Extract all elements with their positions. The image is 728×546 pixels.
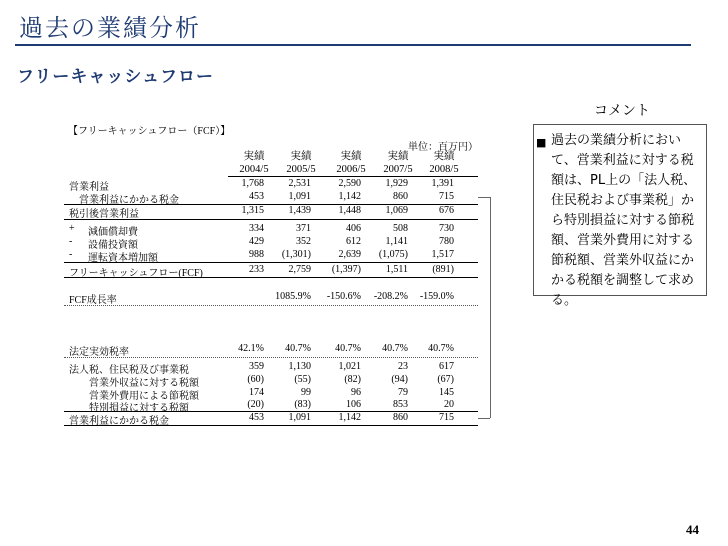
sign-minus: - — [69, 236, 73, 247]
cell: 780 — [439, 236, 454, 247]
table-label: 【フリーキャッシュフロー（FCF）】 — [68, 126, 231, 137]
cell: 860 — [393, 191, 408, 202]
page-subtitle: フリーキャッシュフロー — [17, 67, 214, 87]
cell: 453 — [249, 191, 264, 202]
row-label: 営業利益 — [69, 182, 109, 193]
cell: 1085.9% — [275, 291, 311, 302]
row-label: 法人税、住民税及び事業税 — [69, 365, 189, 376]
cell: (94) — [391, 374, 408, 385]
cell: 40.7% — [285, 343, 311, 354]
cell: -159.0% — [419, 291, 454, 302]
table-row-fcf-growth — [0, 291, 480, 304]
cell: 1,768 — [241, 178, 264, 189]
row-label: 設備投資額 — [88, 240, 138, 251]
table-row-nopat — [0, 205, 480, 218]
cell: 853 — [393, 399, 408, 410]
connector-line — [478, 418, 490, 419]
page-number: 44 — [686, 522, 699, 537]
row-label: 営業利益にかかる税金 — [69, 416, 169, 427]
connector-line — [490, 197, 491, 418]
table-row-fcf — [0, 264, 480, 277]
sign-plus: + — [69, 223, 75, 234]
table-row-corporate-tax — [0, 361, 480, 374]
row-label: 税引後営業利益 — [69, 209, 139, 220]
cell: (1,301) — [281, 249, 311, 260]
cell: (20) — [247, 399, 264, 410]
row-divider — [64, 425, 478, 426]
cell: 1,091 — [288, 191, 311, 202]
comment-text: 過去の業績分析において、営業利益に対する税額は、PL上の「法人税、住民税および事業税」から特別損益に対する節税額、営業外費用に対する節税額、営業外収益にかかる税額を調整して求める。 — [551, 133, 697, 308]
cell: 99 — [301, 387, 311, 398]
cell: 40.7% — [335, 343, 361, 354]
cell: 988 — [249, 249, 264, 260]
table-row-capex — [0, 236, 480, 249]
title-divider — [15, 44, 691, 46]
cell: 1,448 — [338, 205, 361, 216]
row-divider — [64, 219, 478, 220]
cell: (67) — [437, 374, 454, 385]
cell: 715 — [439, 412, 454, 423]
cell: 612 — [346, 236, 361, 247]
cell: 1,069 — [385, 205, 408, 216]
table-row-nonop-income-tax — [0, 374, 480, 387]
cell: 1,142 — [338, 191, 361, 202]
cell: (82) — [344, 374, 361, 385]
cell: 352 — [296, 236, 311, 247]
table-row-operating-tax — [0, 191, 480, 204]
cell: 453 — [249, 412, 264, 423]
column-header: 実績 2005/5 — [286, 151, 316, 175]
cell: 2,759 — [288, 264, 311, 275]
row-label: 営業利益にかかる税金 — [79, 195, 179, 206]
cell: 1,141 — [385, 236, 408, 247]
row-divider — [64, 277, 478, 278]
cell: (55) — [294, 374, 311, 385]
page-title: 過去の業績分析 — [19, 14, 201, 42]
cell: 1,391 — [431, 178, 454, 189]
cell: 334 — [249, 223, 264, 234]
cell: 1,315 — [241, 205, 264, 216]
cell: 145 — [439, 387, 454, 398]
table-row-depreciation — [0, 223, 480, 236]
cell: 40.7% — [428, 343, 454, 354]
sign-minus: - — [69, 249, 73, 260]
table-unit: 単位：百万円） — [408, 142, 478, 153]
cell: (1,397) — [331, 264, 361, 275]
table-row-working-capital — [0, 249, 480, 262]
cell: 1,021 — [338, 361, 361, 372]
row-label: 運転資本増加額 — [88, 253, 158, 264]
bullet-icon: ■ — [536, 136, 547, 149]
column-header: 実績 2006/5 — [336, 151, 366, 175]
cell: 1,517 — [431, 249, 454, 260]
column-header: 実績 2004/5 — [239, 151, 269, 175]
column-header: 実績 2008/5 — [429, 151, 459, 175]
row-label: 営業外費用による節税額 — [89, 391, 199, 402]
row-label: 法定実効税率 — [69, 347, 129, 358]
table-row-effective-tax-rate — [0, 343, 480, 356]
cell: (1,075) — [378, 249, 408, 260]
cell: 40.7% — [382, 343, 408, 354]
cell: -150.6% — [326, 291, 361, 302]
cell: 429 — [249, 236, 264, 247]
cell: (83) — [294, 399, 311, 410]
table-row-operating-income — [0, 178, 480, 191]
row-label: 特別損益に対する税額 — [89, 403, 189, 414]
cell: 1,929 — [385, 178, 408, 189]
cell: 42.1% — [238, 343, 264, 354]
table-row-operating-tax-total — [0, 412, 480, 425]
cell: 1,091 — [288, 412, 311, 423]
cell: 1,130 — [288, 361, 311, 372]
row-divider — [64, 357, 478, 358]
connector-line — [478, 197, 490, 198]
cell: 2,531 — [288, 178, 311, 189]
cell: 2,639 — [338, 249, 361, 260]
cell: 508 — [393, 223, 408, 234]
header-rule — [228, 176, 478, 177]
cell: 406 — [346, 223, 361, 234]
cell: 106 — [346, 399, 361, 410]
cell: 23 — [398, 361, 408, 372]
row-divider — [64, 262, 478, 263]
column-header: 実績 2007/5 — [383, 151, 413, 175]
cell: 1,439 — [288, 205, 311, 216]
cell: (60) — [247, 374, 264, 385]
row-label: 営業外収益に対する税額 — [89, 378, 199, 389]
cell: 1,511 — [385, 264, 408, 275]
comment-title: コメント — [594, 103, 650, 119]
cell: (891) — [432, 264, 454, 275]
row-label: フリーキャッシュフロー(FCF) — [69, 268, 203, 279]
cell: 730 — [439, 223, 454, 234]
cell: 676 — [439, 205, 454, 216]
cell: 233 — [249, 264, 264, 275]
cell: 96 — [351, 387, 361, 398]
row-divider — [64, 305, 478, 306]
cell: 2,590 — [338, 178, 361, 189]
cell: 174 — [249, 387, 264, 398]
cell: -208.2% — [373, 291, 408, 302]
cell: 79 — [398, 387, 408, 398]
cell: 860 — [393, 412, 408, 423]
cell: 1,142 — [338, 412, 361, 423]
row-label: FCF成長率 — [69, 295, 117, 306]
cell: 371 — [296, 223, 311, 234]
cell: 715 — [439, 191, 454, 202]
cell: 359 — [249, 361, 264, 372]
cell: 617 — [439, 361, 454, 372]
cell: 20 — [444, 399, 454, 410]
row-label: 減価償却費 — [88, 227, 138, 238]
